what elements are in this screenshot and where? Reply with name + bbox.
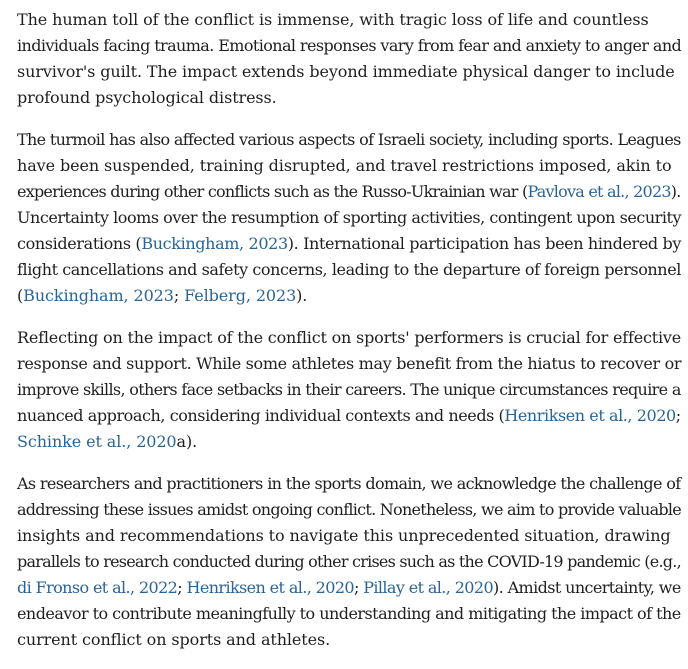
text-line	[17, 429, 679, 455]
text-segment: The turmoil has also affected various aspects of Israeli society, including sports. Leagues	[17, 130, 681, 149]
text-line	[17, 85, 679, 111]
text-segment: addressing these issues amidst ongoing conflict. Nonetheless, we aim to provide valuable	[17, 500, 682, 519]
citation-link[interactable]: di Fronso et al., 2022	[17, 578, 178, 597]
text-segment: ).	[296, 286, 308, 305]
text-segment: ;	[353, 578, 364, 597]
text-segment: improve skills, others face setbacks in their careers. The unique circumstances require a	[17, 380, 681, 399]
text-segment: profound psychological distress.	[17, 88, 277, 107]
text-segment: ).	[670, 182, 681, 201]
citation-link[interactable]: Schinke et al., 2020	[17, 432, 177, 451]
paragraph	[17, 325, 682, 455]
text-line	[17, 7, 679, 33]
text-segment: As researchers and practitioners in the sports domain, we acknowledge the challenge of	[17, 474, 681, 493]
text-line	[17, 231, 682, 257]
text-line	[17, 523, 679, 549]
text-segment: (	[17, 286, 24, 305]
text-segment: ;	[173, 286, 185, 305]
text-line	[17, 601, 679, 627]
article-body	[17, 7, 682, 669]
text-segment: a).	[176, 432, 198, 451]
citation-link[interactable]: Henriksen et al., 2020	[186, 578, 354, 597]
text-line	[17, 351, 682, 377]
text-segment: nuanced approach, considering individual contexts and needs (	[17, 406, 505, 425]
text-segment: parallels to research conducted during other crises such as the COVID-19 pandemic (e.g.,	[17, 552, 681, 571]
text-line	[17, 59, 679, 85]
citation-link[interactable]: Pavlova et al., 2023	[527, 182, 671, 201]
citation-link[interactable]: Buckingham, 2023	[23, 286, 174, 305]
text-segment: have been suspended, training disrupted, and travel restrictions imposed, akin to	[17, 156, 672, 175]
text-line	[17, 325, 682, 351]
text-segment: current conflict on sports and athletes.	[17, 630, 331, 649]
text-segment: individuals facing trauma. Emotional responses vary from fear and anxiety to anger and	[17, 36, 682, 55]
text-segment: insights and recommendations to navigate this unprecedented situation, drawing	[17, 526, 671, 545]
citation-link[interactable]: Buckingham, 2023	[141, 234, 288, 253]
text-line	[17, 549, 679, 575]
citation-link[interactable]: Pillay et al., 2020	[363, 578, 494, 597]
paragraph	[17, 7, 682, 111]
text-segment: considerations (	[17, 234, 142, 253]
text-line	[17, 377, 679, 403]
text-segment: ). Amidst uncertainty, we	[493, 578, 681, 597]
text-segment: experiences during other conflicts such as the Russo-Ukrainian war (	[17, 182, 528, 201]
text-segment: flight cancellations and safety concerns, leading to the departure of foreign personnel	[17, 260, 681, 279]
text-segment: ;	[177, 578, 187, 597]
paragraph	[17, 127, 682, 309]
text-segment: ;	[675, 406, 681, 425]
text-line	[17, 403, 679, 429]
text-segment: Reflecting on the impact of the conflict on sports' performers is crucial for effective	[17, 328, 682, 347]
text-line	[17, 205, 682, 231]
text-line	[17, 33, 682, 59]
text-line	[17, 127, 679, 153]
text-segment: Uncertainty looms over the resumption of sporting activities, contingent upon security	[17, 208, 682, 227]
paragraph	[17, 471, 682, 653]
text-line	[17, 153, 679, 179]
text-line	[17, 257, 679, 283]
text-line	[17, 497, 682, 523]
text-segment: endeavor to contribute meaningfully to understanding and mitigating the impact of the	[17, 604, 681, 623]
text-segment: ). International participation has been hindered by	[287, 234, 682, 253]
citation-link[interactable]: Felberg, 2023	[184, 286, 297, 305]
text-segment: response and support. While some athletes may benefit from the hiatus to recover or	[17, 354, 682, 373]
text-line	[17, 627, 679, 653]
text-line	[17, 575, 679, 601]
text-line	[17, 283, 679, 309]
text-segment: The human toll of the conflict is immense, with tragic loss of life and countless	[17, 10, 649, 29]
text-line	[17, 471, 679, 497]
citation-link[interactable]: Henriksen et al., 2020	[504, 406, 676, 425]
text-segment: survivor's guilt. The impact extends beyond immediate physical danger to include	[17, 62, 675, 81]
text-line	[17, 179, 679, 205]
